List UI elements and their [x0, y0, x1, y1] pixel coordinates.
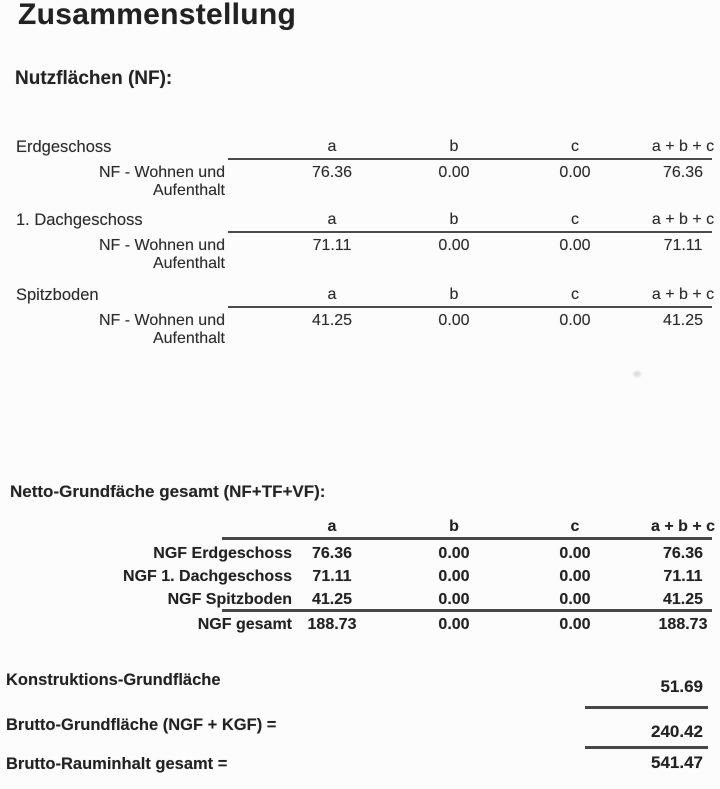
- floor-name: 1. Dachgeschoss: [16, 211, 143, 229]
- row-label: [0, 237, 225, 273]
- ngf-total-rule: [222, 609, 712, 612]
- row-label: [0, 312, 225, 348]
- col-header-b: b: [449, 286, 459, 303]
- col-header-sum: a + b + c: [651, 138, 715, 155]
- ngf-col-header-a: a: [327, 518, 337, 535]
- ngf-row-label: NGF 1. Dachgeschoss: [123, 568, 292, 585]
- ngf-row-label: NGF Erdgeschoss: [153, 545, 292, 562]
- ngf-total-b: 0.00: [438, 616, 470, 633]
- ngf-value-a: 41.25: [311, 591, 353, 608]
- row-label-line1: NF - Wohnen und: [99, 237, 225, 254]
- ngf-header-rule: [222, 537, 712, 540]
- row-label-line2: Aufenthalt: [152, 330, 225, 347]
- floor-table-dachgeschoss: [0, 209, 720, 277]
- ngf-value-b: 0.00: [438, 568, 470, 585]
- ngf-table: [0, 515, 720, 645]
- row-label-line2: Aufenthalt: [152, 255, 225, 272]
- ngf-section-heading: Netto-Grundfäche gesamt (NF+TF+VF):: [10, 482, 326, 501]
- ngf-total-label: NGF gesamt: [197, 616, 292, 633]
- col-header-c: c: [571, 138, 579, 155]
- value-cell-a: 76.36: [311, 164, 353, 181]
- ngf-value-a: 71.11: [312, 568, 352, 585]
- summary-rule-2: [585, 746, 708, 749]
- header-rule: [228, 306, 712, 308]
- value-cell-sum: 71.11: [663, 237, 703, 254]
- ngf-col-header-sum: a + b + c: [650, 518, 716, 535]
- ngf-value-c: 0.00: [559, 568, 591, 585]
- ngf-total-a: 188.73: [307, 616, 357, 633]
- value-cell-a: 41.25: [311, 312, 353, 329]
- summary-rule-1: [585, 706, 708, 709]
- value-cell-sum: 76.36: [662, 164, 704, 181]
- floor-table-spitzboden: [0, 284, 720, 352]
- summary-label-kgf: Konstruktions-Grundfläche: [6, 671, 221, 689]
- ngf-value-sum: 71.11: [663, 568, 703, 585]
- nf-section-heading: Nutzflächen (NF):: [15, 68, 173, 89]
- ngf-value-c: 0.00: [559, 545, 591, 562]
- summary-value-bri: 541.47: [651, 753, 703, 772]
- col-header-a: a: [327, 138, 337, 155]
- col-header-a: a: [327, 211, 337, 228]
- col-header-c: c: [571, 286, 579, 303]
- value-cell-b: 0.00: [438, 164, 470, 181]
- ngf-value-b: 0.00: [438, 591, 470, 608]
- col-header-a: a: [327, 286, 337, 303]
- col-header-b: b: [449, 211, 459, 228]
- summary-section: [0, 668, 720, 786]
- row-label-line2: Aufenthalt: [152, 182, 225, 199]
- header-rule: [228, 158, 712, 160]
- floor-table-erdgeschoss: [0, 136, 720, 204]
- row-label-line1: NF - Wohnen und: [99, 312, 225, 329]
- floor-name: Spitzboden: [16, 286, 99, 304]
- header-rule: [228, 231, 712, 233]
- page-title: Zusammenstellung: [18, 0, 297, 31]
- summary-value-kgf: 51.69: [660, 677, 703, 696]
- ngf-value-sum: 41.25: [662, 591, 704, 608]
- value-cell-b: 0.00: [438, 237, 470, 254]
- ngf-col-header-b: b: [449, 518, 459, 535]
- col-header-sum: a + b + c: [651, 211, 715, 228]
- col-header-b: b: [449, 138, 459, 155]
- value-cell-b: 0.00: [438, 312, 470, 329]
- col-header-sum: a + b + c: [651, 286, 715, 303]
- row-label-line1: NF - Wohnen und: [99, 164, 225, 181]
- ngf-value-b: 0.00: [438, 545, 470, 562]
- ngf-row-label: NGF Spitzboden: [167, 591, 292, 608]
- value-cell-c: 0.00: [559, 312, 591, 329]
- value-cell-sum: 41.25: [662, 312, 704, 329]
- scan-artifact: [633, 371, 641, 377]
- ngf-value-c: 0.00: [559, 591, 591, 608]
- ngf-value-sum: 76.36: [662, 545, 704, 562]
- ngf-col-header-c: c: [570, 518, 580, 535]
- value-cell-a: 71.11: [312, 237, 352, 254]
- row-label: [0, 164, 225, 200]
- ngf-value-a: 76.36: [311, 545, 353, 562]
- col-header-c: c: [571, 211, 579, 228]
- ngf-total-c: 0.00: [559, 616, 591, 633]
- summary-label-bri: Brutto-Rauminhalt gesamt =: [6, 755, 228, 773]
- value-cell-c: 0.00: [559, 237, 591, 254]
- summary-label-bgf: Brutto-Grundfläche (NGF + KGF) =: [6, 716, 277, 734]
- ngf-total-sum: 188.73: [658, 616, 708, 633]
- value-cell-c: 0.00: [559, 164, 591, 181]
- summary-value-bgf: 240.42: [651, 722, 703, 741]
- floor-name: Erdgeschoss: [16, 138, 112, 156]
